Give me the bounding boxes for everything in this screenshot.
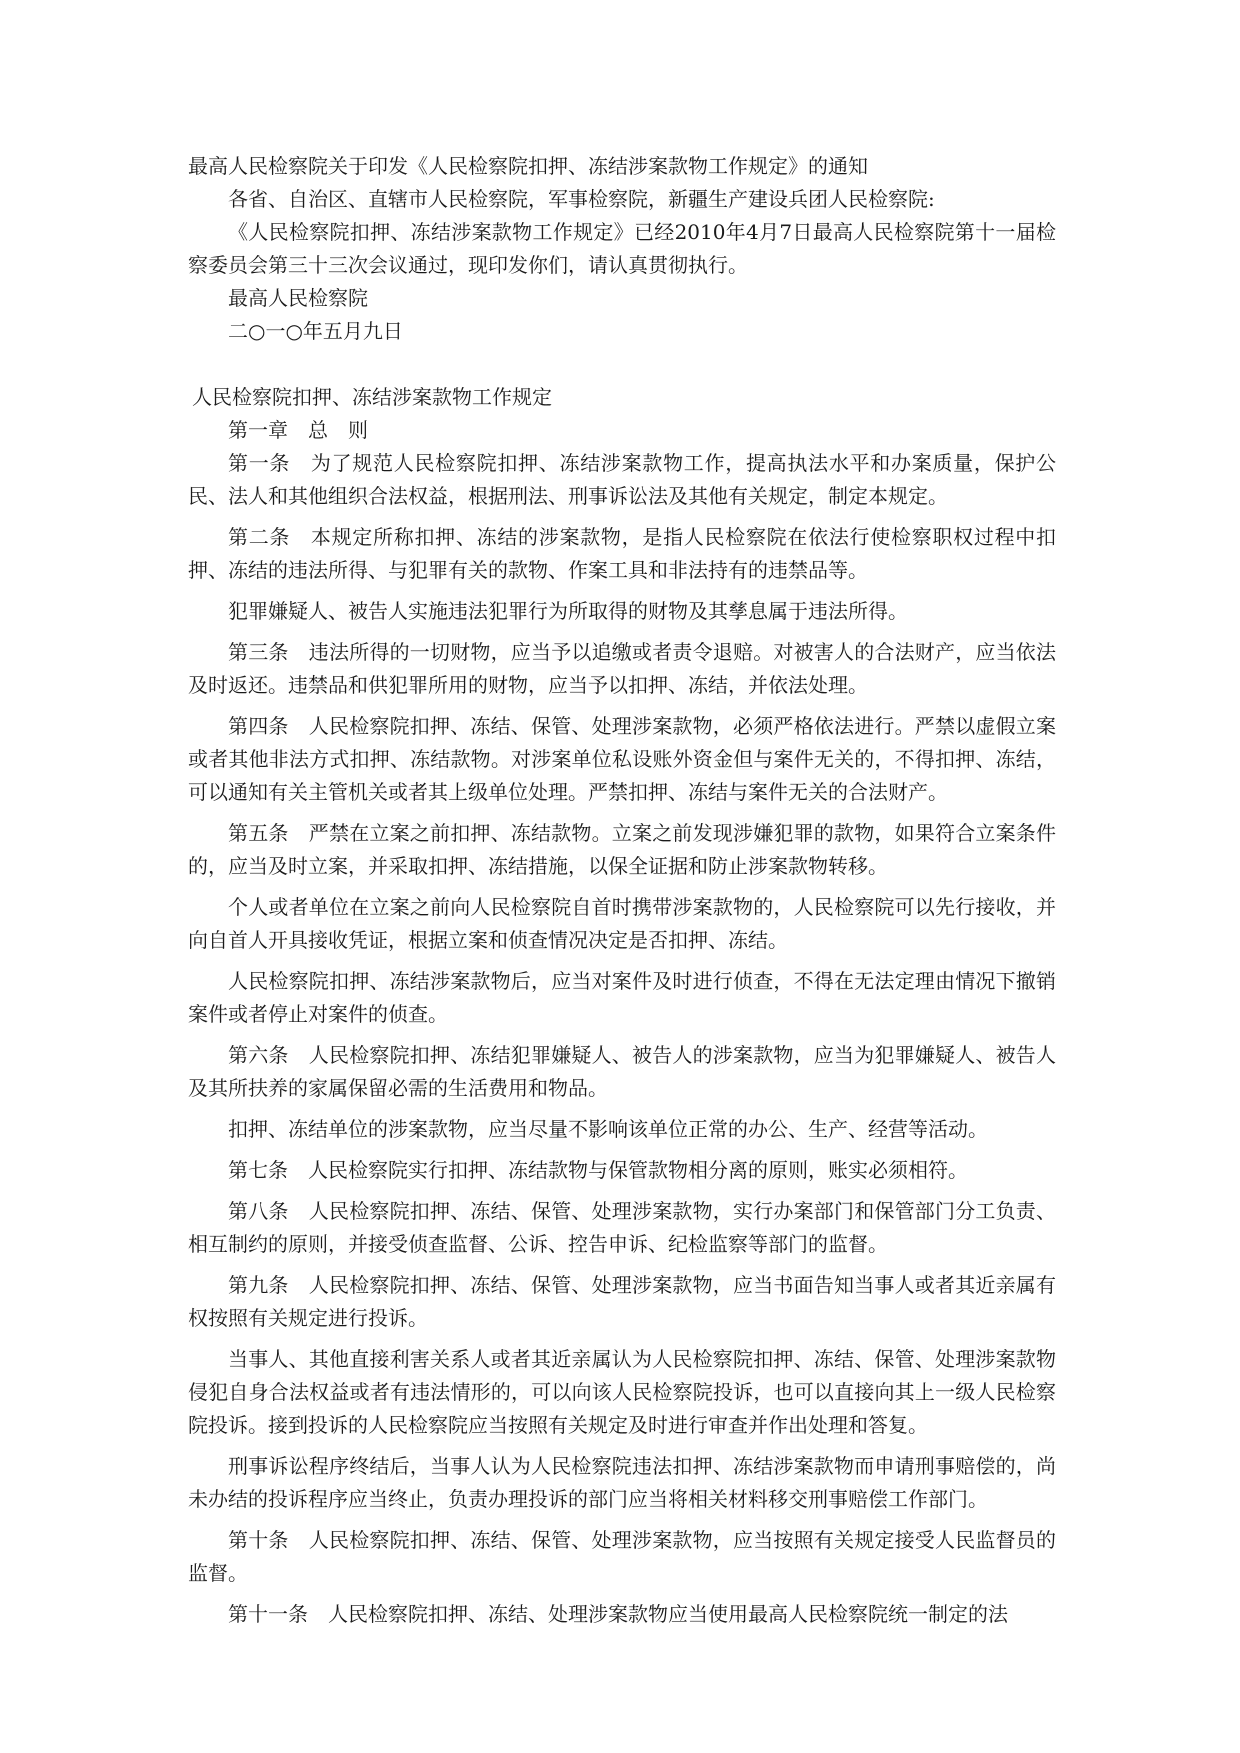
document-page (188, 150, 1056, 1639)
article-paragraph: 第三条 违法所得的一切财物，应当予以追缴或者责令退赔。对被害人的合法财产，应当依法及时返还。违禁品和供犯罪所用的财物，应当予以扣押、冻结，并依法处理。 (188, 640, 1056, 697)
article-paragraph: 当事人、其他直接利害关系人或者其近亲属认为人民检察院扣押、冻结、保管、处理涉案款物侵犯自身合法权益或者有违法情形的，可以向该人民检察院投诉，也可以直接向其上一级人民检察院投诉。接到投诉的人民检察院应当按照有关规定及时进行审查并作出处理和答复。 (188, 1347, 1056, 1437)
article-paragraph: 第二条 本规定所称扣押、冻结的涉案款物，是指人民检察院在依法行使检察职权过程中扣押、冻结的违法所得、与犯罪有关的款物、作案工具和非法持有的违禁品等。 (188, 525, 1056, 582)
article-paragraph: 第七条 人民检察院实行扣押、冻结款物与保管款物相分离的原则，账实必须相符。 (228, 1158, 968, 1182)
article-paragraph: 第五条 严禁在立案之前扣押、冻结款物。立案之前发现涉嫌犯罪的款物，如果符合立案条件的，应当及时立案，并采取扣押、冻结措施，以保全证据和防止涉案款物转移。 (188, 821, 1056, 878)
article-paragraph: 第四条 人民检察院扣押、冻结、保管、处理涉案款物，必须严格依法进行。严禁以虚假立案或者其他非法方式扣押、冻结款物。对涉案单位私设账外资金但与案件无关的，不得扣押、冻结，可以通知有关主管机关或者其上级单位处理。严禁扣押、冻结与案件无关的合法财产。 (188, 714, 1056, 804)
section-spacer (188, 348, 1056, 381)
regulation-title: 人民检察院扣押、冻结涉案款物工作规定 (192, 385, 552, 409)
article-paragraph: 第十一条 人民检察院扣押、冻结、处理涉案款物应当使用最高人民检察院统一制定的法 (228, 1602, 1008, 1626)
article-paragraph: 第十条 人民检察院扣押、冻结、保管、处理涉案款物，应当按照有关规定接受人民监督员的监督。 (188, 1528, 1056, 1585)
article-paragraph: 刑事诉讼程序终结后，当事人认为人民检察院违法扣押、冻结涉案款物而申请刑事赔偿的，尚未办结的投诉程序应当终止，负责办理投诉的部门应当将相关材料移交刑事赔偿工作部门。 (188, 1454, 1056, 1511)
notice-title: 最高人民检察院关于印发《人民检察院扣押、冻结涉案款物工作规定》的通知 (188, 154, 868, 178)
notice-body: 《人民检察院扣押、冻结涉案款物工作规定》已经2010年4月7日最高人民检察院第十一届检察委员会第三十三次会议通过，现印发你们，请认真贯彻执行。 (188, 220, 1056, 277)
notice-date: 二○一○年五月九日 (228, 319, 403, 343)
notice-addressee: 各省、自治区、直辖市人民检察院，军事检察院，新疆生产建设兵团人民检察院: (228, 187, 935, 211)
notice-signer: 最高人民检察院 (228, 286, 368, 310)
article-paragraph: 第九条 人民检察院扣押、冻结、保管、处理涉案款物，应当书面告知当事人或者其近亲属有权按照有关规定进行投诉。 (188, 1273, 1056, 1330)
article-paragraph: 第六条 人民检察院扣押、冻结犯罪嫌疑人、被告人的涉案款物，应当为犯罪嫌疑人、被告人及其所扶养的家属保留必需的生活费用和物品。 (188, 1043, 1056, 1100)
article-paragraph: 扣押、冻结单位的涉案款物，应当尽量不影响该单位正常的办公、生产、经营等活动。 (228, 1117, 988, 1141)
article-paragraph: 第一条 为了规范人民检察院扣押、冻结涉案款物工作，提高执法水平和办案质量，保护公民、法人和其他组织合法权益，根据刑法、刑事诉讼法及其他有关规定，制定本规定。 (188, 451, 1056, 508)
article-paragraph: 犯罪嫌疑人、被告人实施违法犯罪行为所取得的财物及其孳息属于违法所得。 (228, 599, 908, 623)
article-paragraph: 个人或者单位在立案之前向人民检察院自首时携带涉案款物的，人民检察院可以先行接收，并向自首人开具接收凭证，根据立案和侦查情况决定是否扣押、冻结。 (188, 895, 1056, 952)
article-paragraph: 第八条 人民检察院扣押、冻结、保管、处理涉案款物，实行办案部门和保管部门分工负责、相互制约的原则，并接受侦查监督、公诉、控告申诉、纪检监察等部门的监督。 (188, 1199, 1056, 1256)
chapter-heading: 第一章 总 则 (228, 418, 368, 442)
article-paragraph: 人民检察院扣押、冻结涉案款物后，应当对案件及时进行侦查，不得在无法定理由情况下撤销案件或者停止对案件的侦查。 (188, 969, 1056, 1026)
